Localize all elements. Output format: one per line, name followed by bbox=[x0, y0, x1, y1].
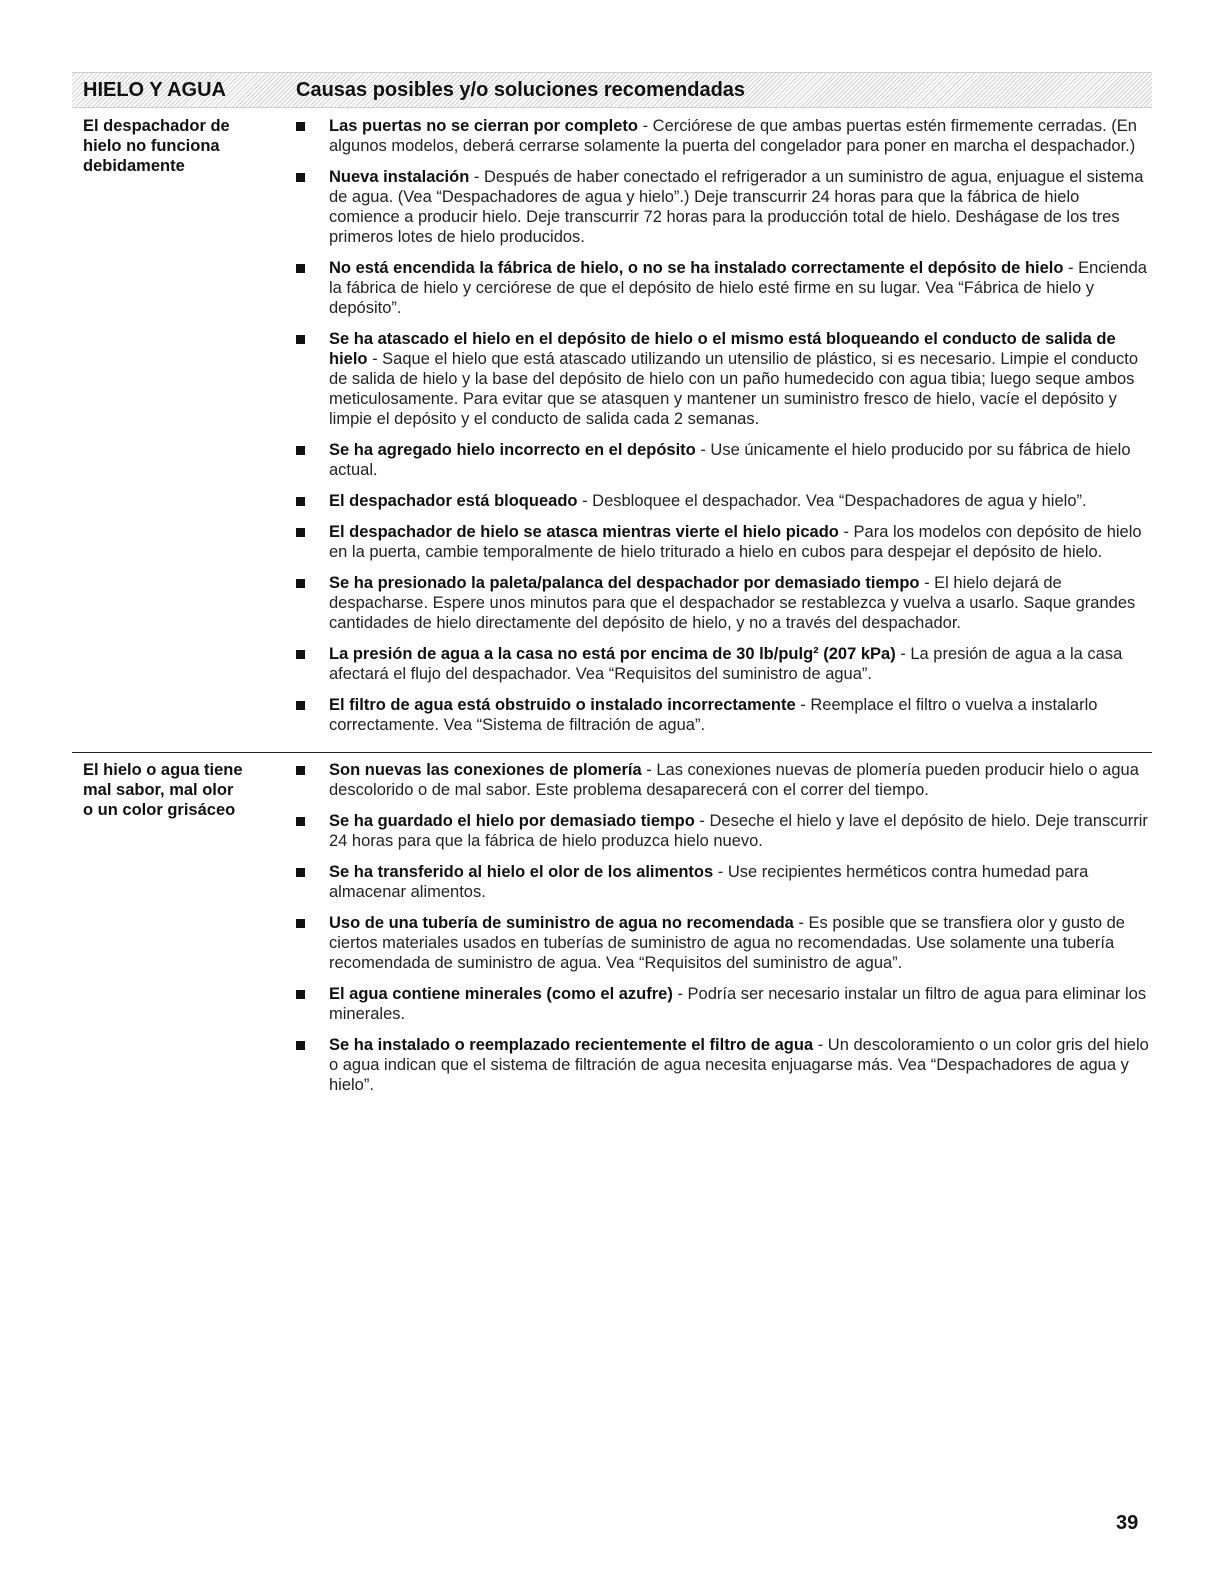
bullet-icon bbox=[296, 1041, 305, 1050]
bullet-icon bbox=[296, 264, 305, 273]
list-item bbox=[296, 913, 1152, 973]
bullet-icon bbox=[296, 173, 305, 182]
page-number: 39 bbox=[1116, 1512, 1139, 1534]
bullet-icon bbox=[296, 701, 305, 710]
solution-text: - El hielo dejará de despacharse. Espere unos minutos para que el despachador se restablezca y vuelva a usarlo. Saque grandes cantidades de hielo directamente del depósito de hielo, y no a través del despachador. bbox=[329, 574, 1136, 632]
list-item bbox=[296, 984, 1152, 1024]
cause-title: Son nuevas las conexiones de plomería bbox=[329, 761, 642, 779]
bullet-icon bbox=[296, 868, 305, 877]
list-item bbox=[296, 811, 1152, 851]
condition-line: mal sabor, mal olor bbox=[83, 781, 234, 799]
bullet-icon bbox=[296, 817, 305, 826]
bullet-icon bbox=[296, 446, 305, 455]
solution-list bbox=[296, 116, 1152, 746]
cause-title: El filtro de agua está obstruido o instalado incorrectamente bbox=[329, 696, 796, 714]
troubleshooting-page bbox=[72, 72, 1152, 1106]
cause-title: Uso de una tubería de suministro de agua no recomendada bbox=[329, 914, 794, 932]
bullet-icon bbox=[296, 650, 305, 659]
solution-text: - Las conexiones nuevas de plomería pueden producir hielo o agua descolorido o de mal sabor. Este problema desaparecerá con el correr del tiempo. bbox=[329, 761, 1139, 799]
condition-line: o un color grisáceo bbox=[83, 801, 236, 819]
solution-list bbox=[296, 760, 1152, 1106]
list-item bbox=[296, 573, 1152, 633]
cause-title: Nueva instalación bbox=[329, 168, 470, 186]
header-causes: Causas posibles y/o soluciones recomendadas bbox=[296, 79, 746, 101]
bullet-icon bbox=[296, 497, 305, 506]
condition-line: hielo no funciona bbox=[83, 137, 220, 155]
list-item bbox=[296, 644, 1152, 684]
list-item bbox=[296, 491, 1152, 511]
solution-text: - Deseche el hielo y lave el depósito de hielo. Deje transcurrir 24 horas para que la fábrica de hielo produzca hielo nuevo. bbox=[329, 812, 1148, 850]
cause-title: Se ha atascado el hielo en el depósito de hielo o el mismo está bloqueando el conducto de salida de hielo bbox=[329, 330, 1116, 368]
solution-text: - Después de haber conectado el refrigerador a un suministro de agua, enjuague el sistema de agua. (Vea “Despachadores de agua y hielo”.) Deje transcurrir 24 horas para que la fábrica de hielo comience a producir hielo. Deje transcurrir 72 horas para la producción total de hielo. Deshágase de los tres primeros lotes de hielo producidos. bbox=[329, 168, 1144, 246]
list-item bbox=[296, 862, 1152, 902]
cause-title: Las puertas no se cierran por completo bbox=[329, 117, 639, 135]
bullet-icon bbox=[296, 335, 305, 344]
condition-line: debidamente bbox=[83, 157, 185, 175]
cause-title: Se ha presionado la paleta/palanca del despachador por demasiado tiempo bbox=[329, 574, 920, 592]
section-bad-taste bbox=[72, 752, 1152, 1106]
solution-text: - Encienda la fábrica de hielo y cerciórese de que el depósito de hielo esté firme en su lugar. Vea “Fábrica de hielo y depósito”. bbox=[329, 259, 1147, 317]
solution-text: - Es posible que se transfiera olor y gusto de ciertos materiales usados en tuberías de suministro de agua no recomendadas. Use solamente una tubería recomendada de suministro de agua. Vea “Requisitos del suministro de agua”. bbox=[329, 914, 1125, 972]
table-header bbox=[72, 72, 1152, 108]
bullet-icon bbox=[296, 528, 305, 537]
bullet-icon bbox=[296, 766, 305, 775]
solution-text: - Un descoloramiento o un color gris del hielo o agua indican que el sistema de filtración de agua necesita enjuagarse más. Vea “Despachadores de agua y hielo”. bbox=[329, 1036, 1149, 1094]
condition-line: El despachador de bbox=[83, 117, 230, 135]
cause-title: El agua contiene minerales (como el azufre) bbox=[329, 985, 673, 1003]
solution-text: - Cerciórese de que ambas puertas estén firmemente cerradas. (En algunos modelos, deberá cerrarse solamente la puerta del congelador para poner en marcha el despachador.) bbox=[329, 117, 1137, 155]
list-item bbox=[296, 522, 1152, 562]
list-item bbox=[296, 329, 1152, 429]
cause-title: Se ha transferido al hielo el olor de los alimentos bbox=[329, 863, 714, 881]
bullet-icon bbox=[296, 122, 305, 131]
section-ice-dispenser bbox=[72, 108, 1152, 752]
cause-title: Se ha guardado el hielo por demasiado tiempo bbox=[329, 812, 695, 830]
solution-text: - Desbloquee el despachador. Vea “Despachadores de agua y hielo”. bbox=[577, 492, 1087, 510]
condition-label bbox=[72, 760, 296, 1106]
list-item bbox=[296, 116, 1152, 156]
bullet-icon bbox=[296, 990, 305, 999]
solution-text: - Para los modelos con depósito de hielo en la puerta, cambie temporalmente de hielo triturado a hielo en cubos para despejar el depósito de hielo. bbox=[329, 523, 1142, 561]
solution-text: - Reemplace el filtro o vuelva a instalarlo correctamente. Vea “Sistema de filtración de agua”. bbox=[329, 696, 1098, 734]
list-item bbox=[296, 1035, 1152, 1095]
list-item bbox=[296, 167, 1152, 247]
condition-label bbox=[72, 116, 296, 746]
list-item bbox=[296, 760, 1152, 800]
header-category: HIELO Y AGUA bbox=[83, 79, 226, 101]
solution-text: - Use únicamente el hielo producido por su fábrica de hielo actual. bbox=[329, 441, 1131, 479]
cause-title: La presión de agua a la casa no está por encima de 30 lb/pulg² (207 kPa) bbox=[329, 645, 896, 663]
cause-title: Se ha instalado o reemplazado recientemente el filtro de agua bbox=[329, 1036, 814, 1054]
bullet-icon bbox=[296, 579, 305, 588]
cause-title: No está encendida la fábrica de hielo, o no se ha instalado correctamente el depósito de hielo bbox=[329, 259, 1064, 277]
cause-title: El despachador está bloqueado bbox=[329, 492, 578, 510]
list-item bbox=[296, 258, 1152, 318]
solution-text: - Podría ser necesario instalar un filtro de agua para eliminar los minerales. bbox=[329, 985, 1147, 1023]
condition-line: El hielo o agua tiene bbox=[83, 761, 243, 779]
solution-text: - Saque el hielo que está atascado utilizando un utensilio de plástico, si es necesario. Limpie el conducto de salida de hielo y la base del depósito de hielo con un paño humedecido con agua tibia; luego seque ambos meticulosamente. Para evitar que se atasquen y mantener un suministro fresco de hielo, vacíe el depósito y limpie el depósito y el conducto de salida cada 2 semanas. bbox=[329, 350, 1138, 428]
list-item bbox=[296, 440, 1152, 480]
cause-title: Se ha agregado hielo incorrecto en el depósito bbox=[329, 441, 696, 459]
list-item bbox=[296, 695, 1152, 735]
bullet-icon bbox=[296, 919, 305, 928]
solution-text: - Use recipientes herméticos contra humedad para almacenar alimentos. bbox=[329, 863, 1089, 901]
cause-title: El despachador de hielo se atasca mientras vierte el hielo picado bbox=[329, 523, 839, 541]
solution-text: - La presión de agua a la casa afectará el flujo del despachador. Vea “Requisitos del suministro de agua”. bbox=[329, 645, 1123, 683]
